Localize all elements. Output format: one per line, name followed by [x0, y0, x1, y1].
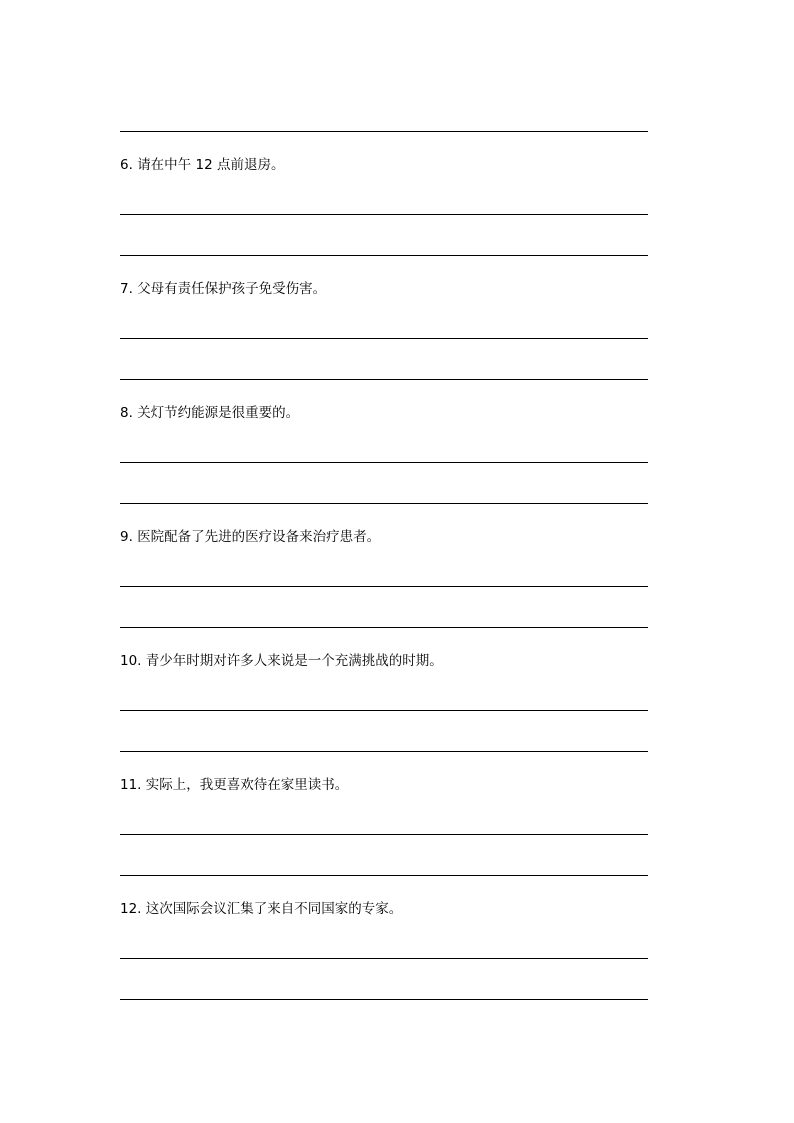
answer-line — [120, 710, 648, 711]
answer-line — [120, 379, 648, 380]
question-number: 12. — [120, 901, 142, 917]
question-text: 青少年时期对许多人来说是一个充满挑战的时期。 — [145, 653, 443, 669]
answer-line — [120, 834, 648, 835]
answer-line — [120, 586, 648, 587]
answer-line — [120, 627, 648, 628]
question-number: 7. — [120, 281, 133, 297]
question-text: 父母有责任保护孩子免受伤害。 — [137, 281, 327, 297]
answer-line — [120, 255, 648, 256]
answer-line — [120, 999, 648, 1000]
answer-line — [120, 875, 648, 876]
question-7 — [120, 281, 326, 297]
answer-line — [120, 751, 648, 752]
question-number: 9. — [120, 529, 133, 545]
question-number: 8. — [120, 405, 133, 421]
question-text: 实际上，我更喜欢待在家里读书。 — [145, 777, 349, 793]
question-text: 医院配备了先进的医疗设备来治疗患者。 — [137, 529, 381, 545]
question-text: 这次国际会议汇集了来自不同国家的专家。 — [145, 901, 403, 917]
question-8 — [120, 405, 299, 421]
answer-line — [120, 131, 648, 132]
question-text: 请在中午 12 点前退房。 — [137, 157, 285, 173]
question-number: 11. — [120, 777, 142, 793]
question-6 — [120, 157, 284, 173]
question-text: 关灯节约能源是很重要的。 — [137, 405, 300, 421]
question-number: 10. — [120, 653, 142, 669]
answer-line — [120, 462, 648, 463]
question-10 — [120, 653, 443, 669]
answer-line — [120, 214, 648, 215]
question-12 — [120, 901, 402, 917]
question-9 — [120, 529, 380, 545]
question-number: 6. — [120, 157, 133, 173]
question-11 — [120, 777, 348, 793]
answer-line — [120, 503, 648, 504]
answer-line — [120, 338, 648, 339]
answer-line — [120, 958, 648, 959]
